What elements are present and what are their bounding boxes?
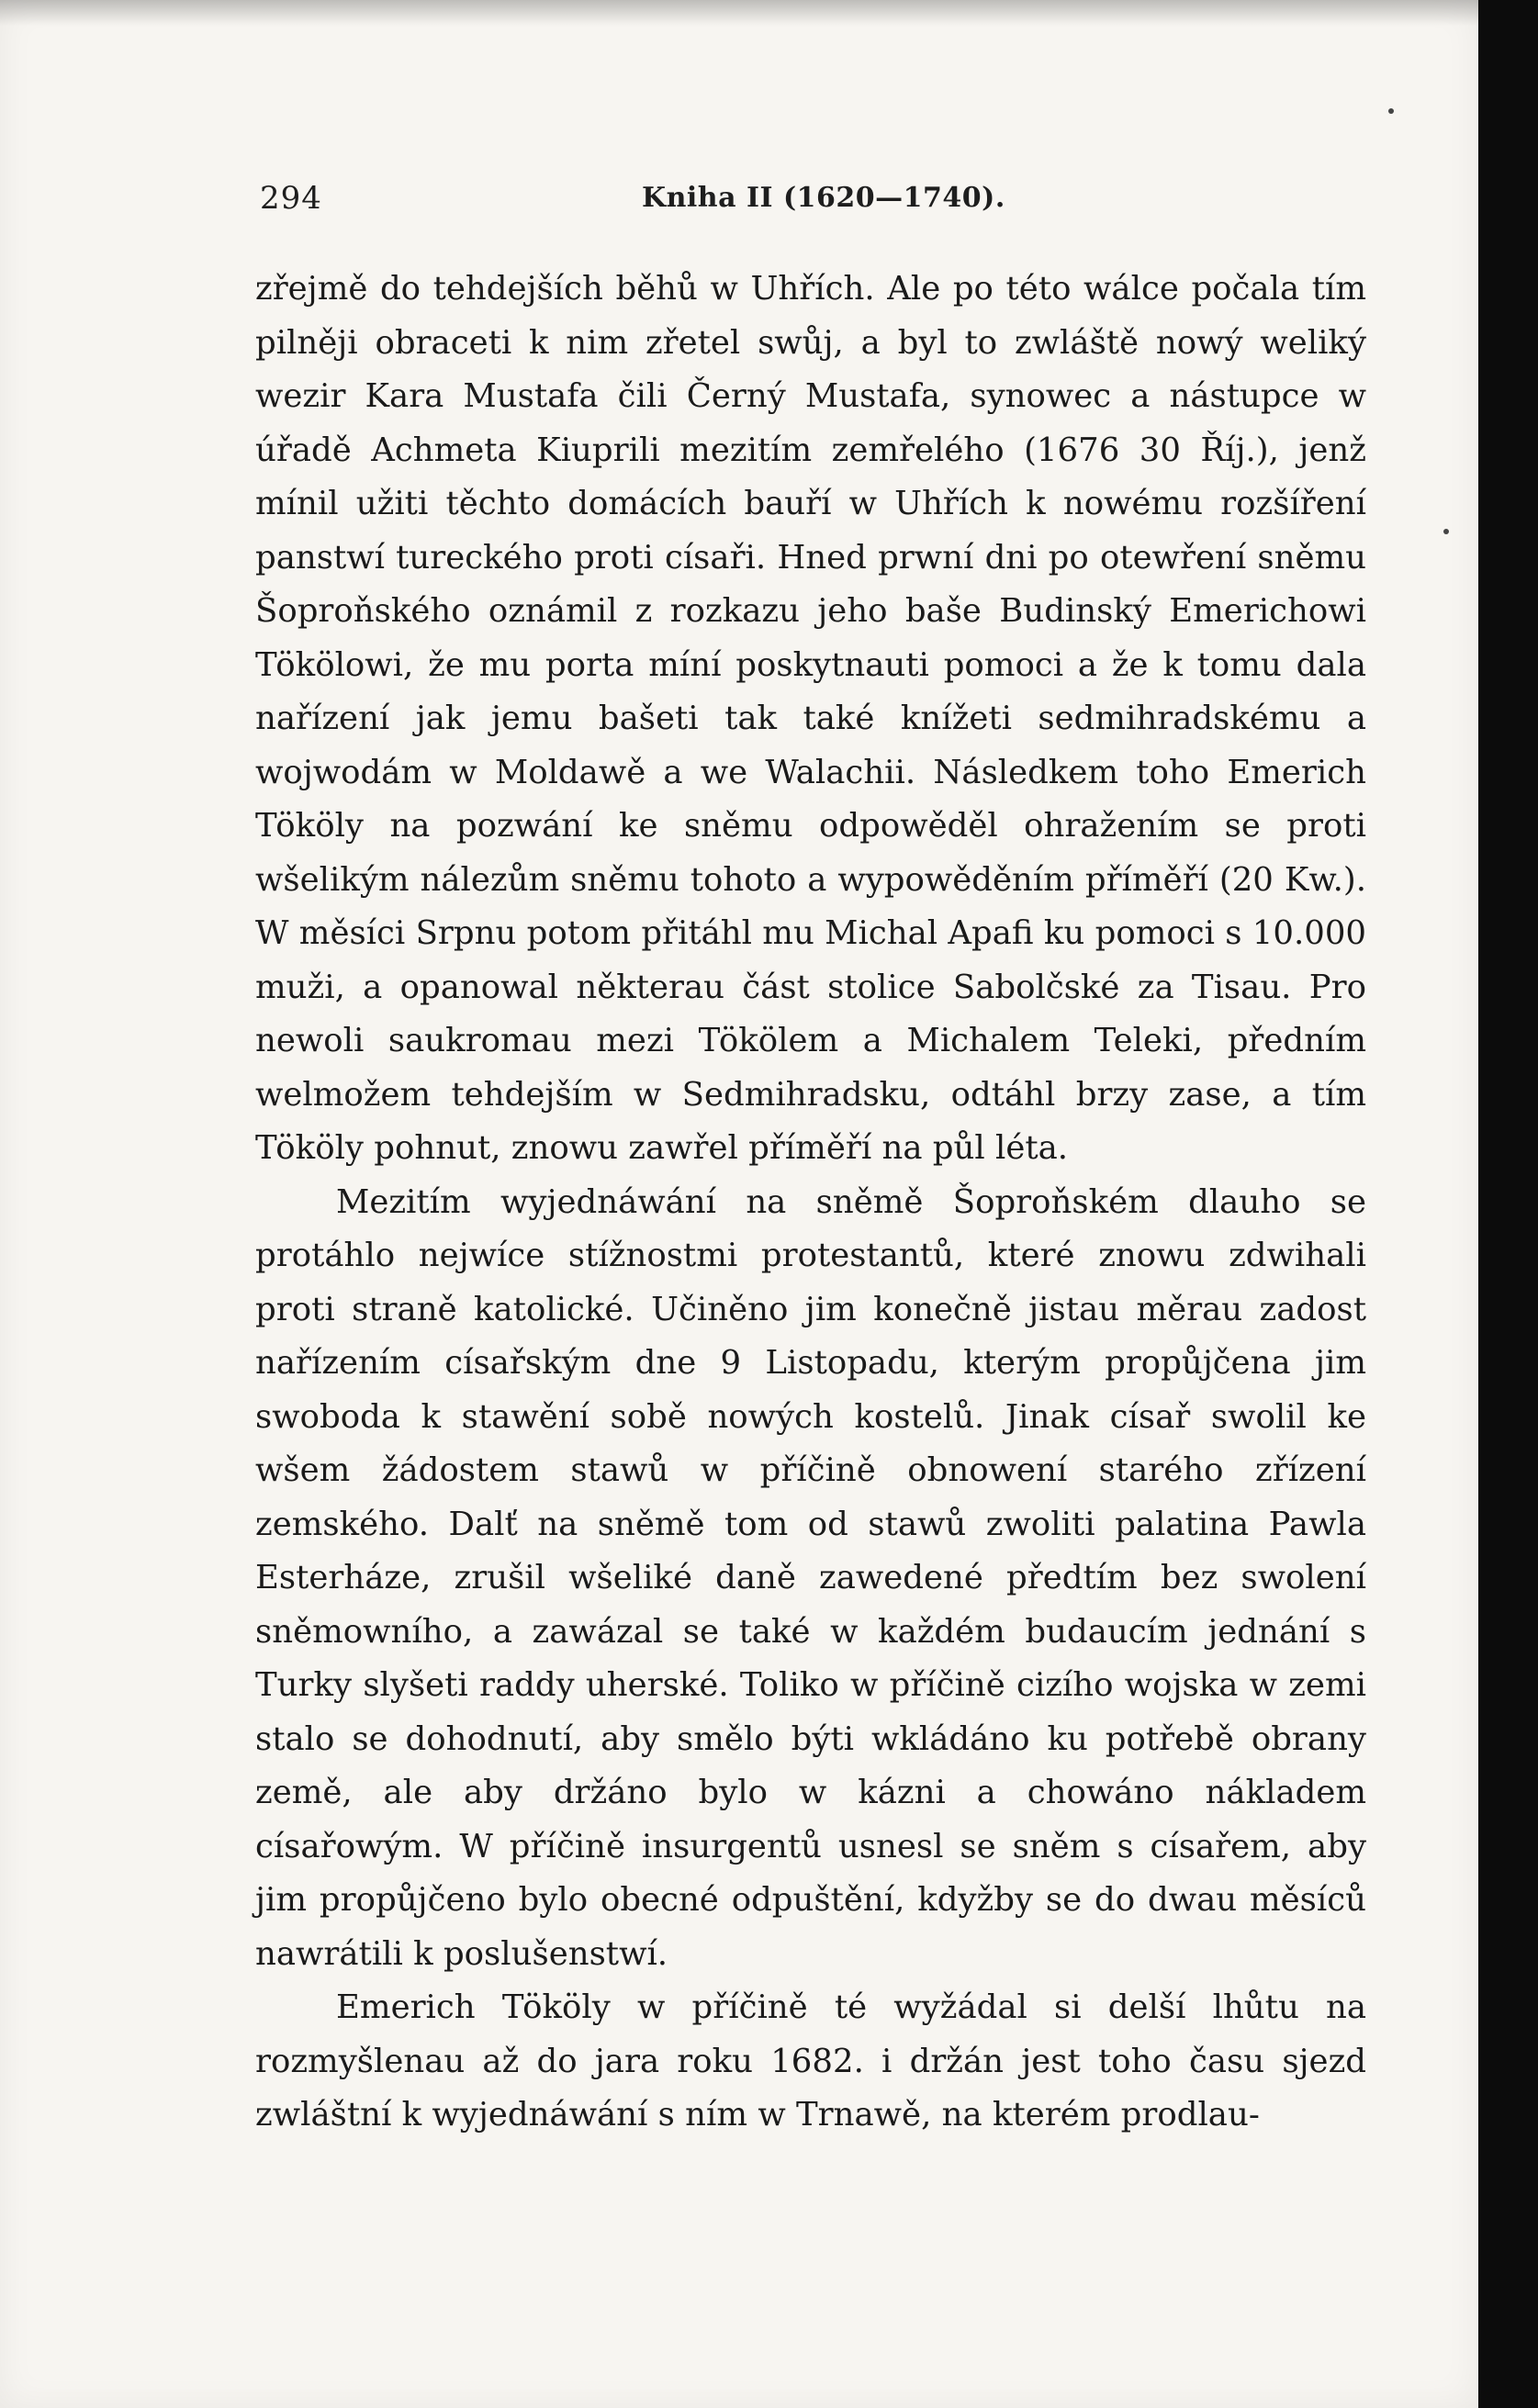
page-header	[260, 180, 1362, 226]
margin-speck	[1443, 529, 1449, 534]
running-head: Kniha II (1620—1740).	[642, 182, 1005, 214]
paragraph: Emerich Tököly w příčině té wyžádal si delší lhůtu na rozmyšlenau až do jara roku 1682. i držán jest toho času sjezd zwláštní k wyjednáwání s ním w Trnawě, na kterém prodlau-	[255, 1988, 1366, 2134]
margin-speck	[1388, 108, 1394, 114]
scan-border	[1478, 0, 1538, 2408]
body-text	[255, 263, 1366, 2143]
paragraph: zřejmě do tehdejších běhů w Uhřích. Ale po této wálce počala tím pilněji obraceti k nim zřetel swůj, a byl to zwláště nowý weliký wezir Kara Mustafa čili Černý Mustafa, synowec a nástupce w úřadě Achmeta Kiuprili mezitím zemřelého (1676 30 Říj.), jenž mínil užiti těchto domácích bauří w Uhřích k nowému rozšíření panstwí tureckého proti císaři. Hned prwní dni po otewření sněmu Šoproňského oznámil z rozkazu jeho baše Budinský Emerichowi Tökölowi, že mu porta míní poskytnauti pomoci a že k tomu dala nařízení jak jemu bašeti tak také knížeti sedmihradskému a wojwodám w Moldawě a we Walachii. Následkem toho Emerich Tököly na pozwání ke sněmu odpowěděl ohražením se proti wšelikým nálezům sněmu tohoto a wypowěděním příměří (20 Kw.). W měsíci Srpnu potom přitáhl mu Michal Apafi ku pomoci s 10.000 muži, a opanowal některau část stolice Sabolčské za Tisau. Pro newoli saukromau mezi Tökölem a Michalem Teleki, předním welmožem tehdejším w Sedmihradsku, odtáhl brzy zase, a tím Tököly pohnut, znowu zawřel příměří na půl léta.	[255, 270, 1366, 1167]
scan-top-edge	[0, 0, 1478, 26]
paragraph: Mezitím wyjednáwání na sněmě Šoproňském dlauho se protáhlo nejwíce stížnostmi protestantů, které znowu zdwihali proti straně katolické. Učiněno jim konečně jistau měrau zadost nařízením císařským dne 9 Listopadu, kterým propůjčena jim swoboda k stawění sobě nowých kostelů. Jinak císař swolil ke wšem žádostem stawů w příčině obnowení starého zřízení zemského. Dalť na sněmě tom od stawů zwoliti palatina Pawla Esterháze, zrušil wšeliké daně zawedené předtím bez swolení sněmowního, a zawázal se také w každém budaucím jednání s Turky slyšeti raddy uherské. Toliko w příčině cizího wojska w zemi stalo se dohodnutí, aby smělo býti wkládáno ku potřebě obrany země, ale aby držáno bylo w kázni a chowáno nákladem císařowým. W příčině insurgentů usnesl se sněm s císařem, aby jim propůjčeno bylo obecné odpuštění, kdyžby se do dwau měsíců nawrátili k poslušenstwí.	[255, 1182, 1366, 1973]
page-number: 294	[260, 180, 322, 217]
